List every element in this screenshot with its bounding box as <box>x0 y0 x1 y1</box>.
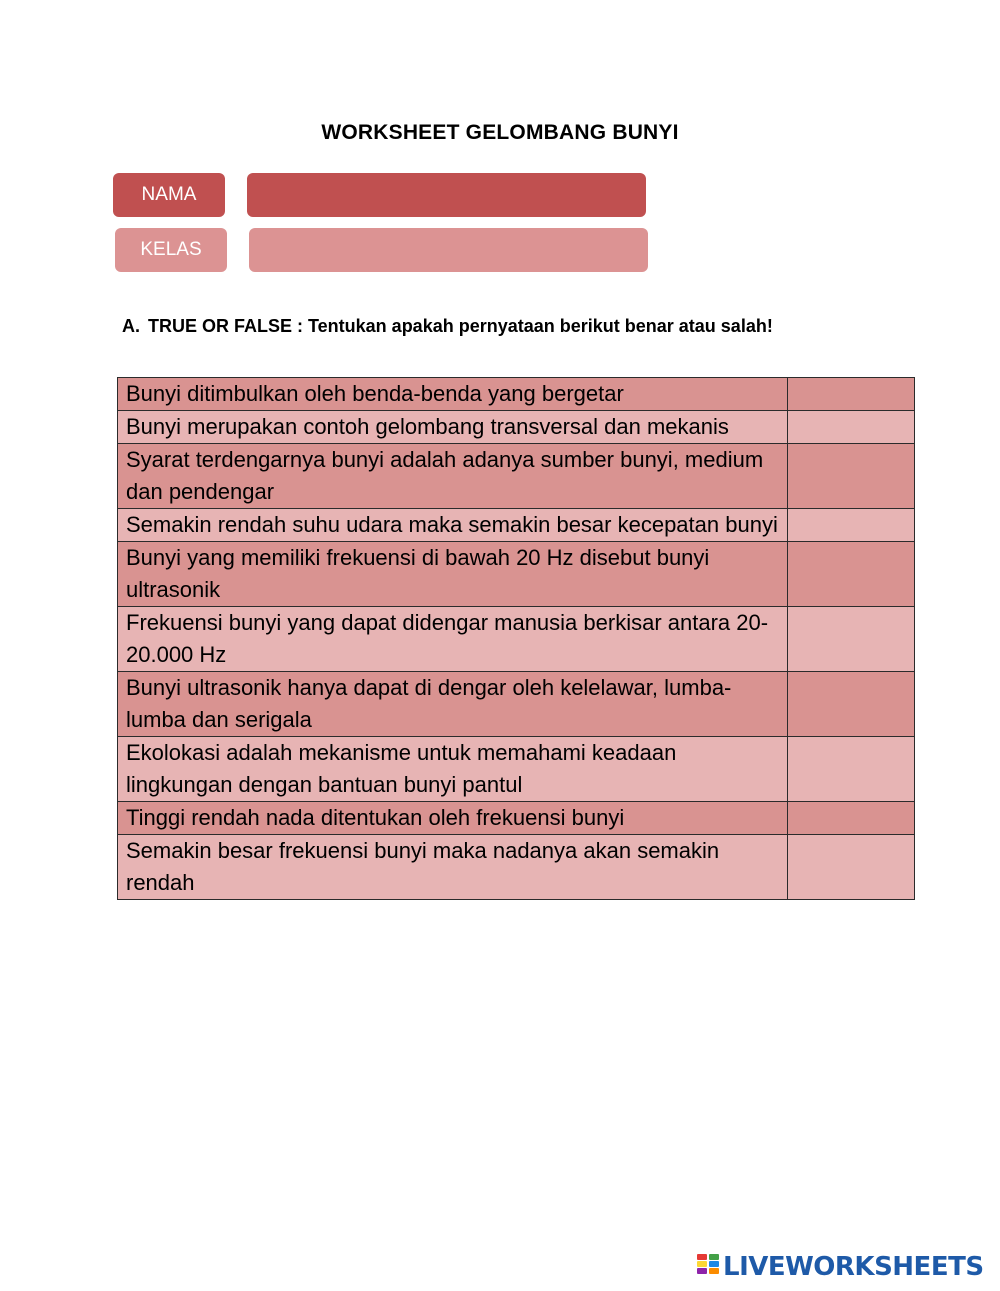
statement-cell: Tinggi rendah nada ditentukan oleh frekuensi bunyi <box>118 802 788 835</box>
answer-cell[interactable] <box>788 802 915 835</box>
answer-cell[interactable] <box>788 378 915 411</box>
section-number: A. <box>122 316 140 336</box>
table-row <box>118 607 915 672</box>
table-row <box>118 378 915 411</box>
answer-cell[interactable] <box>788 509 915 542</box>
table-row <box>118 444 915 509</box>
statement-cell: Semakin rendah suhu udara maka semakin besar kecepatan bunyi <box>118 509 788 542</box>
answer-cell[interactable] <box>788 835 915 900</box>
statement-cell: Bunyi yang memiliki frekuensi di bawah 20 Hz disebut bunyi ultrasonik <box>118 542 788 607</box>
instruction-text: TRUE OR FALSE : Tentukan apakah pernyataan berikut benar atau salah! <box>148 316 773 336</box>
table-row <box>118 542 915 607</box>
kelas-label-text: KELAS <box>140 239 202 260</box>
answer-cell[interactable] <box>788 672 915 737</box>
liveworksheets-logo <box>697 1252 984 1282</box>
statement-cell: Frekuensi bunyi yang dapat didengar manusia berkisar antara 20-20.000 Hz <box>118 607 788 672</box>
table-row <box>118 835 915 900</box>
nama-input[interactable] <box>247 173 646 217</box>
answer-cell[interactable] <box>788 542 915 607</box>
true-false-table <box>117 377 915 900</box>
page-title: WORKSHEET GELOMBANG BUNYI <box>321 121 679 144</box>
answer-cell[interactable] <box>788 411 915 444</box>
table-row <box>118 737 915 802</box>
answer-cell[interactable] <box>788 607 915 672</box>
section-a-instruction <box>122 316 773 337</box>
table-row <box>118 802 915 835</box>
answer-cell[interactable] <box>788 737 915 802</box>
nama-label-text: NAMA <box>141 184 197 205</box>
statement-cell: Bunyi ditimbulkan oleh benda-benda yang bergetar <box>118 378 788 411</box>
logo-text: LIVEWORKSHEETS <box>723 1252 984 1282</box>
nama-label <box>113 173 225 217</box>
table-row <box>118 509 915 542</box>
statement-cell: Semakin besar frekuensi bunyi maka nadanya akan semakin rendah <box>118 835 788 900</box>
statement-cell: Ekolokasi adalah mekanisme untuk memahami keadaan lingkungan dengan bantuan bunyi pantul <box>118 737 788 802</box>
statement-cell: Bunyi ultrasonik hanya dapat di dengar oleh kelelawar, lumba-lumba dan serigala <box>118 672 788 737</box>
table-row <box>118 411 915 444</box>
statement-cell: Bunyi merupakan contoh gelombang transversal dan mekanis <box>118 411 788 444</box>
table-row <box>118 672 915 737</box>
kelas-label <box>115 228 227 272</box>
logo-icon <box>697 1254 719 1280</box>
kelas-input[interactable] <box>249 228 648 272</box>
answer-cell[interactable] <box>788 444 915 509</box>
statement-cell: Syarat terdengarnya bunyi adalah adanya sumber bunyi, medium dan pendengar <box>118 444 788 509</box>
